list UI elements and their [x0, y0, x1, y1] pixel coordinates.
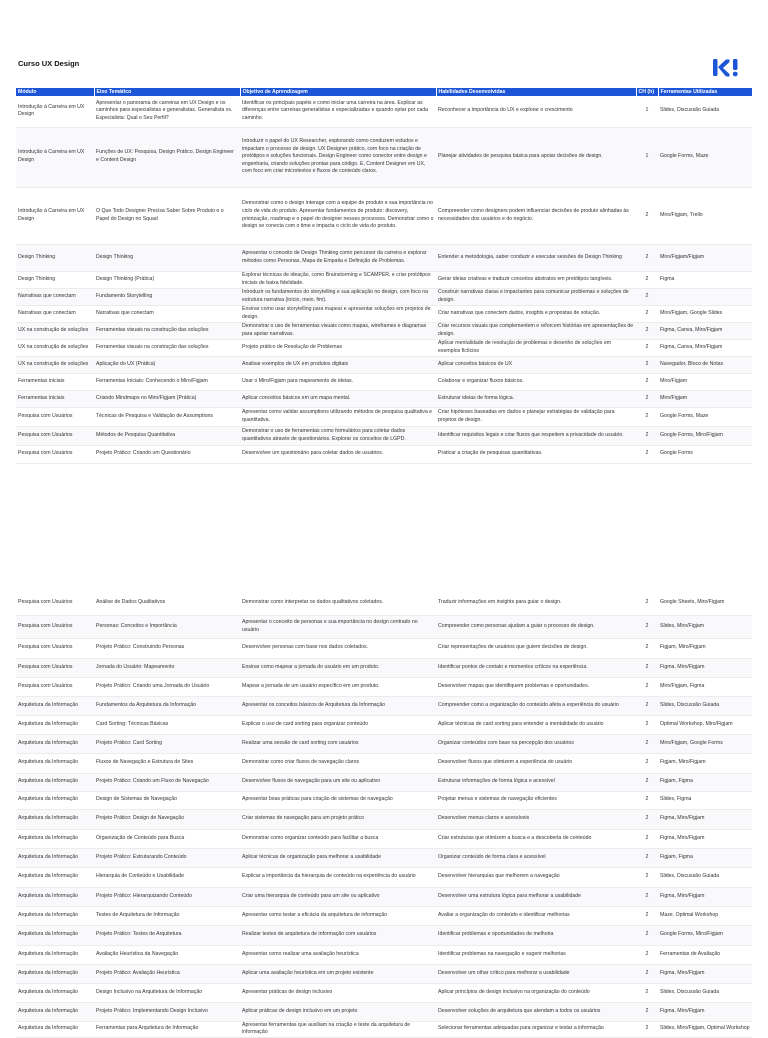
cell-ch: 2 — [636, 658, 658, 677]
cell-modulo: Arquitetura da Informação — [16, 964, 94, 983]
table-row — [16, 715, 752, 734]
cell-habilidades: Reconhecer a importância do UX e explorar o crescimento — [436, 96, 636, 127]
header-habilidades: Habilidades Desenvolvidas — [436, 88, 636, 96]
cell-eixo-tematico: Narrativas que conectam — [94, 305, 240, 322]
cell-modulo: UX na construção de soluções — [16, 356, 94, 373]
cell-modulo: Narrativas que conectam — [16, 305, 94, 322]
cell-habilidades: Identificar problemas e oportunidades de melhoria — [436, 925, 636, 945]
cell-ferramentas: Slides, Discussão Guiada — [658, 983, 752, 1002]
cell-ch: 2 — [636, 867, 658, 887]
cell-ferramentas: Maze, Optimal Workshop — [658, 906, 752, 925]
cell-modulo: Arquitetura da Informação — [16, 1021, 94, 1037]
cell-objetivo: Aplicar técnicas de organização para melhorar a usabilidade — [240, 848, 436, 867]
cell-ferramentas: Figma, Miro/Figjam — [658, 658, 752, 677]
cell-ch: 2 — [636, 983, 658, 1002]
cell-habilidades: Identificar problemas na navegação e sugerir melhorias — [436, 945, 636, 964]
cell-ferramentas: Figma, Miro/Figjam — [658, 829, 752, 848]
cell-ferramentas: Miro/Figjam — [658, 390, 752, 407]
cell-ferramentas: Google Forms, Miro/Figjam — [658, 426, 752, 445]
cell-eixo-tematico: Aplicação do UX (Prática) — [94, 356, 240, 373]
cell-objetivo: Explicar a importância da hierarquia de conteúdo na experiência do usuário — [240, 867, 436, 887]
cell-ferramentas: Google Forms, Maze — [658, 127, 752, 187]
cell-eixo-tematico: Projeto Prático: Criando uma Jornada do Usuário — [94, 677, 240, 696]
cell-eixo-tematico: Projeto Prático: Criando um Questionário — [94, 445, 240, 463]
table-row — [16, 1021, 752, 1037]
cell-eixo-tematico: Projeto Prático: Estruturando Conteúdo — [94, 848, 240, 867]
cell-eixo-tematico: Projeto Prático: Design de Navegação — [94, 809, 240, 829]
cell-eixo-tematico: Projeto Prático: Hierarquizando Conteúdo — [94, 887, 240, 906]
table-row — [16, 96, 752, 127]
cell-ch: 2 — [636, 753, 658, 773]
cell-ch: 2 — [636, 615, 658, 638]
cell-eixo-tematico: Projeto Prático: Implementando Design Inclusivo — [94, 1002, 240, 1021]
cell-ch: 2 — [636, 390, 658, 407]
cell-eixo-tematico: Criando Mindmaps no Miro/Figjam (Prática) — [94, 390, 240, 407]
cell-ch: 2 — [636, 809, 658, 829]
cell-habilidades: Planejar atividades de pesquisa básica para apoiar decisões de design. — [436, 127, 636, 187]
cell-modulo: Arquitetura da Informação — [16, 906, 94, 925]
cell-modulo: Arquitetura da Informação — [16, 983, 94, 1002]
curriculum-table-page-2 — [16, 592, 752, 1038]
table-row — [16, 271, 752, 288]
cell-objetivo: Explicar o uso de card sorting para organizar conteúdo — [240, 715, 436, 734]
cell-objetivo: Apresentar como realizar uma avaliação heurística — [240, 945, 436, 964]
cell-ch: 2 — [636, 945, 658, 964]
cell-ch: 1 — [636, 96, 658, 127]
cell-objetivo: Projeto prático de Resolução de Problemas — [240, 339, 436, 356]
cell-modulo: Pesquisa com Usuários — [16, 638, 94, 658]
cell-ch: 2 — [636, 373, 658, 390]
cell-objetivo: Apresentar ferramentas que auxiliam na criação e teste da arquitetura de informação — [240, 1021, 436, 1037]
cell-objetivo: Criar uma hierarquia de conteúdo para um site ou aplicativo — [240, 887, 436, 906]
cell-ferramentas: Optimal Workshop, Miro/Figjam — [658, 715, 752, 734]
table-row — [16, 791, 752, 809]
cell-ch: 2 — [636, 925, 658, 945]
cell-ferramentas: Miro/Figjam, Figma — [658, 677, 752, 696]
cell-modulo: Introdução à Carreira em UX Design — [16, 127, 94, 187]
cell-objetivo: Usar o Miro/Figjam para mapeamento de ideias. — [240, 373, 436, 390]
cell-ferramentas: Figma — [658, 271, 752, 288]
cell-modulo: Arquitetura da Informação — [16, 925, 94, 945]
cell-habilidades: Projetar menus e sistemas de navegação eficientes — [436, 791, 636, 809]
cell-modulo: Arquitetura da Informação — [16, 829, 94, 848]
header-eixo-tematico: Eixo Temático — [94, 88, 240, 96]
cell-ch: 2 — [636, 964, 658, 983]
table-row — [16, 187, 752, 244]
cell-habilidades: Aplicar princípios de design inclusivo na organização do conteúdo — [436, 983, 636, 1002]
table-row — [16, 887, 752, 906]
cell-modulo: Arquitetura da Informação — [16, 867, 94, 887]
cell-habilidades: Organizar conteúdo de forma clara e acessível — [436, 848, 636, 867]
cell-eixo-tematico: Jornada do Usuário: Mapeamento — [94, 658, 240, 677]
table-row — [16, 773, 752, 791]
cell-eixo-tematico: O Que Todo Designer Precisa Saber Sobre Produto e o Papel do Design no Squad — [94, 187, 240, 244]
cell-objetivo: Apresentar boas práticas para criação de sistemas de navegação — [240, 791, 436, 809]
cell-objetivo: Realizar uma sessão de card sorting com usuários — [240, 734, 436, 753]
table-header — [16, 88, 752, 96]
cell-ch: 2 — [636, 829, 658, 848]
cell-objetivo: Introduzir o papel do UX Researcher, explorando como conduzem estudos e impactam o processo de design. UX Designer prático, com foco na criação de protótipos e soluções funcionais. Design Engineer como conector entre design e engenharia, criando soluções prontas para código. E, Content Designer em UX, com foco em criar microtextos e fluxos de conteúdo claros. — [240, 127, 436, 187]
cell-eixo-tematico: Projeto Prático: Card Sorting — [94, 734, 240, 753]
cell-eixo-tematico: Ferramentas visuais na construção das soluções — [94, 322, 240, 339]
cell-habilidades: Criar hipóteses baseadas em dados e planejar estratégias de validação para projetos de design. — [436, 407, 636, 426]
cell-ferramentas: Miro/Figjam, Google Forms — [658, 734, 752, 753]
cell-ferramentas: Figjam, Miro/Figjam — [658, 638, 752, 658]
cell-eixo-tematico: Projeto Prático: Construindo Personas — [94, 638, 240, 658]
cell-modulo: Arquitetura da Informação — [16, 696, 94, 715]
cell-habilidades: Estruturar ideias de forma lógica. — [436, 390, 636, 407]
cell-modulo: Arquitetura da Informação — [16, 773, 94, 791]
cell-habilidades: Criar representações de usuários que guiem decisões de design. — [436, 638, 636, 658]
curriculum-table-page-1 — [16, 88, 753, 464]
cell-modulo: Arquitetura da Informação — [16, 1002, 94, 1021]
cell-objetivo: Aplicar práticas de design inclusivo em um projeto — [240, 1002, 436, 1021]
cell-objetivo: Desenvolver personas com base nos dados coletados. — [240, 638, 436, 658]
table-row — [16, 658, 752, 677]
cell-ch: 2 — [636, 445, 658, 463]
cell-eixo-tematico: Apresentar o panorama de carreiras em UX Design e os caminhos para especialistas e generalistas. Generalista vs. Especialista: Qual o Seu Perfil? — [94, 96, 240, 127]
cell-habilidades: Avaliar a organização do conteúdo e identificar melhorias — [436, 906, 636, 925]
cell-eixo-tematico: Técnicas de Pesquisa e Validação de Assumptions — [94, 407, 240, 426]
table-row — [16, 734, 752, 753]
cell-ch: 2 — [636, 791, 658, 809]
cell-eixo-tematico: Projeto Prático: Criando um Fluxo de Navegação — [94, 773, 240, 791]
cell-habilidades: Aplicar técnicas de card sorting para entender a mentalidade do usuário — [436, 715, 636, 734]
cell-ch: 2 — [636, 887, 658, 906]
cell-ferramentas: Slides, Miro/Figjam, Optimal Workshop — [658, 1021, 752, 1037]
cell-ferramentas: Figjam, Figma — [658, 848, 752, 867]
table-row — [16, 244, 752, 271]
cell-ch: 2 — [636, 696, 658, 715]
cell-modulo: Arquitetura da Informação — [16, 809, 94, 829]
cell-objetivo: Ensinar como mapear a jornada do usuário em um produto. — [240, 658, 436, 677]
cell-habilidades: Desenvolver soluções de arquitetura que atendam a todos os usuários — [436, 1002, 636, 1021]
cell-objetivo: Demonstrar como organizar conteúdo para facilitar a busca — [240, 829, 436, 848]
table-row — [16, 906, 752, 925]
header-objetivo: Objetivo de Aprendizagem — [240, 88, 436, 96]
cell-objetivo: Criar sistemas de navegação para um projeto prático — [240, 809, 436, 829]
cell-habilidades: Compreender como designers podem influenciar decisões de produto alinhadas às necessidades dos usuários e do negócio. — [436, 187, 636, 244]
cell-habilidades: Compreender como a organização do conteúdo afeta a experiência do usuário — [436, 696, 636, 715]
cell-ch: 2 — [636, 356, 658, 373]
cell-objetivo: Demonstrar como criar fluxos de navegação claros — [240, 753, 436, 773]
table-row — [16, 925, 752, 945]
cell-modulo: Ferramentas iniciais — [16, 373, 94, 390]
cell-ferramentas: Figma, Miro/Figjam — [658, 964, 752, 983]
cell-eixo-tematico: Avaliação Heurística da Navegação — [94, 945, 240, 964]
cell-habilidades: Criar recursos visuais que complementem e reforcem histórias em apresentações de design. — [436, 322, 636, 339]
cell-ferramentas: Google Forms, Maze — [658, 407, 752, 426]
cell-ch: 2 — [636, 288, 658, 305]
cell-ferramentas: Miro/Figjam — [658, 373, 752, 390]
cell-objetivo: Apresentar o conceito de Design Thinking como percursor da carreira e explorar métodos como Personas, Mapa de Empatia e Definição de Problemas. — [240, 244, 436, 271]
table-row — [16, 305, 752, 322]
cell-objetivo: Apresentar como testar a eficácia da arquitetura de informação — [240, 906, 436, 925]
cell-modulo: Pesquisa com Usuários — [16, 677, 94, 696]
cell-ch: 2 — [636, 677, 658, 696]
cell-ferramentas: Miro/Figjam, Google Slides — [658, 305, 752, 322]
cell-eixo-tematico: Fundamentos da Arquitetura da Informação — [94, 696, 240, 715]
cell-modulo: Arquitetura da Informação — [16, 887, 94, 906]
cell-modulo: UX na construção de soluções — [16, 339, 94, 356]
cell-habilidades: Desenvolver hierarquias que melhorem a navegação — [436, 867, 636, 887]
header-ferramentas: Ferramentas Utilizadas — [658, 88, 752, 96]
cell-habilidades: Organizar conteúdos com base na percepção dos usuários — [436, 734, 636, 753]
cell-modulo: Pesquisa com Usuários — [16, 407, 94, 426]
table-row — [16, 1002, 752, 1021]
cell-objetivo: Desenvolver fluxos de navegação para um site ou aplicativo — [240, 773, 436, 791]
page-title: Curso UX Design — [18, 59, 80, 68]
cell-eixo-tematico: Ferramentas Iniciais: Conhecendo o Miro/Figjam — [94, 373, 240, 390]
cell-habilidades: Compreender como personas ajudam a guiar o processo de design. — [436, 615, 636, 638]
cell-objetivo: Demonstrar como interpretar os dados qualitativos coletados. — [240, 592, 436, 615]
cell-eixo-tematico: Fundamento Storytelling — [94, 288, 240, 305]
cell-ferramentas: Figma, Canva, Miro/Figjam — [658, 339, 752, 356]
table-row — [16, 677, 752, 696]
cell-ferramentas: Slides, Figma — [658, 791, 752, 809]
cell-modulo: Pesquisa com Usuários — [16, 615, 94, 638]
cell-habilidades: Criar narrativas que conectem dados, insights e propostas de solução. — [436, 305, 636, 322]
table-row — [16, 426, 752, 445]
cell-ferramentas: Slides, Miro/Figjam — [658, 615, 752, 638]
cell-habilidades: Traduzir informações em insights para guiar o design. — [436, 592, 636, 615]
cell-modulo: Pesquisa com Usuários — [16, 658, 94, 677]
cell-objetivo: Ensinar como usar storytelling para mapear e apresentar soluções em projetos de design. — [240, 305, 436, 322]
cell-habilidades: Aplicar conceitos básicos de UX — [436, 356, 636, 373]
cell-modulo: Ferramentas iniciais — [16, 390, 94, 407]
table-row — [16, 983, 752, 1002]
cell-eixo-tematico: Hierarquia de Conteúdo e Usabilidade — [94, 867, 240, 887]
cell-ch: 2 — [636, 734, 658, 753]
cell-ferramentas: Google Forms, Miro/Figjam — [658, 925, 752, 945]
cell-objetivo: Introduzir os fundamentos do storytelling e sua aplicação no design, com foco na estrutura narrativa (início, meio, fim). — [240, 288, 436, 305]
table-row — [16, 288, 752, 305]
cell-ch: 2 — [636, 1002, 658, 1021]
cell-ferramentas: Slides, Discussão Guiada — [658, 696, 752, 715]
cell-habilidades: Estruturar informações de forma lógica e acessível — [436, 773, 636, 791]
table-row — [16, 390, 752, 407]
cell-eixo-tematico: Design Thinking (Prática) — [94, 271, 240, 288]
cell-ch: 2 — [636, 407, 658, 426]
brand-logo — [712, 57, 740, 79]
table-row — [16, 322, 752, 339]
cell-ferramentas: Figjam, Figma — [658, 773, 752, 791]
cell-ferramentas — [658, 288, 752, 305]
cell-objetivo: Explorar técnicas de ideação, como Brainstorming e SCAMPER, e criar protótipos iniciais de baixa fidelidade. — [240, 271, 436, 288]
cell-modulo: Pesquisa com Usuários — [16, 592, 94, 615]
cell-habilidades: Colaborar e organizar fluxos básicos. — [436, 373, 636, 390]
table-row — [16, 339, 752, 356]
cell-ch: 2 — [636, 305, 658, 322]
cell-eixo-tematico: Análise de Dados Qualitativos — [94, 592, 240, 615]
cell-habilidades: Gerar ideias criativas e traduzir conceitos abstratos em protótipos tangíveis. — [436, 271, 636, 288]
cell-habilidades: Criar estruturas que otimizem a busca e a descoberta de conteúdo — [436, 829, 636, 848]
cell-eixo-tematico: Ferramentas para Arquitetura de Informação — [94, 1021, 240, 1037]
cell-objetivo: Apresentar o conceito de personas e sua importância no design centrado no usuário — [240, 615, 436, 638]
cell-ch: 2 — [636, 426, 658, 445]
cell-ch: 2 — [636, 638, 658, 658]
table-row — [16, 638, 752, 658]
cell-eixo-tematico: Design Inclusivo na Arquitetura de Informação — [94, 983, 240, 1002]
cell-modulo: Arquitetura da Informação — [16, 945, 94, 964]
header-ch: CH (h) — [636, 88, 658, 96]
cell-objetivo: Demonstrar como o design interage com a equipe de produto e sua importância no ciclo de vida do produto. Apresentar fundamentos de produto: discovery, priorização, roadmap e o papel do designer nesses processos. Demonstrar como o design se conecta com o time e impacta o ciclo de vida do produto. — [240, 187, 436, 244]
cell-habilidades: Identificar pontos de contato e momentos críticos na experiência. — [436, 658, 636, 677]
cell-objetivo: Analisar exemplos de UX em produtos digitais — [240, 356, 436, 373]
cell-objetivo: Demonstrar o uso de ferramentas como formulários para coletar dados quantitativos através de questionários. Explorar os conceitos de LGPD. — [240, 426, 436, 445]
brand-logo-icon — [712, 57, 740, 79]
table-row — [16, 407, 752, 426]
cell-ferramentas: Slides, Discussão Guiada — [658, 867, 752, 887]
cell-ch: 2 — [636, 906, 658, 925]
cell-habilidades: Desenvolver uma estrutura lógica para melhorar a usabilidade — [436, 887, 636, 906]
cell-objetivo: Mapear a jornada de um usuário específico em um produto. — [240, 677, 436, 696]
cell-ch: 2 — [636, 1021, 658, 1037]
cell-objetivo: Apresentar como validar assumptions utilizando métodos de pesquisa qualitativa e quantitativa. — [240, 407, 436, 426]
cell-eixo-tematico: Organização de Conteúdo para Busca — [94, 829, 240, 848]
cell-objetivo: Realizar testes de arquitetura de informação com usuários — [240, 925, 436, 945]
cell-objetivo: Desenvolver um questionário para coletar dados de usuários. — [240, 445, 436, 463]
cell-ch: 2 — [636, 848, 658, 867]
cell-eixo-tematico: Design Thinking — [94, 244, 240, 271]
cell-ferramentas: Slides, Discussão Guiada — [658, 96, 752, 127]
table-row — [16, 373, 752, 390]
table-row — [16, 753, 752, 773]
cell-ch: 2 — [636, 271, 658, 288]
cell-eixo-tematico: Design de Sistemas de Navegação — [94, 791, 240, 809]
cell-objetivo: Apresentar os conceitos básicos de Arquitetura da Informação — [240, 696, 436, 715]
cell-modulo: Design Thinking — [16, 244, 94, 271]
cell-objetivo: Apresentar práticas de design inclusivo — [240, 983, 436, 1002]
cell-habilidades: Construir narrativas claras e impactantes para comunicar problemas e soluções de design. — [436, 288, 636, 305]
cell-modulo: Narrativas que conectam — [16, 288, 94, 305]
cell-ch: 1 — [636, 127, 658, 187]
table-row — [16, 964, 752, 983]
cell-modulo: Arquitetura da Informação — [16, 791, 94, 809]
cell-objetivo: Identificar os principais papéis e como iniciar uma carreira na área. Explicar as diferenças entre carreiras generalistas e especializadas e quando optar por cada caminho. — [240, 96, 436, 127]
cell-modulo: Arquitetura da Informação — [16, 848, 94, 867]
cell-eixo-tematico: Projeto Prático: Testes de Arquitetura — [94, 925, 240, 945]
table-row — [16, 867, 752, 887]
cell-habilidades: Aplicar mentalidade de resolução de problemas e desenho de soluções em exemplos fictícios — [436, 339, 636, 356]
cell-ch: 2 — [636, 773, 658, 791]
table-row — [16, 445, 752, 463]
table-row — [16, 127, 752, 187]
cell-ferramentas: Figma, Miro/Figjam — [658, 809, 752, 829]
cell-ferramentas: Figma, Canva, Miro/Figjam — [658, 322, 752, 339]
table-row — [16, 829, 752, 848]
cell-ferramentas: Figjam, Miro/Figjam — [658, 753, 752, 773]
cell-eixo-tematico: Card Sorting: Técnicas Básicas — [94, 715, 240, 734]
cell-habilidades: Desenvolver fluxos que otimizem a experiência do usuário — [436, 753, 636, 773]
table-row — [16, 848, 752, 867]
cell-objetivo: Aplicar uma avaliação heurística em um projeto existente — [240, 964, 436, 983]
cell-ferramentas: Google Sheets, Miro/Figjam — [658, 592, 752, 615]
cell-ch: 2 — [636, 339, 658, 356]
cell-ferramentas: Figma, Miro/Figjam — [658, 1002, 752, 1021]
cell-eixo-tematico: Ferramentas visuais na construção das soluções — [94, 339, 240, 356]
table-row — [16, 615, 752, 638]
cell-habilidades: Desenvolver mapas que identifiquem problemas e oportunidades. — [436, 677, 636, 696]
table-row — [16, 696, 752, 715]
cell-habilidades: Identificar requisitos legais e criar fluxos que respeitem a privacidade do usuário. — [436, 426, 636, 445]
cell-objetivo: Aplicar conceitos básicos em um mapa mental. — [240, 390, 436, 407]
cell-ch: 2 — [636, 322, 658, 339]
cell-eixo-tematico: Fluxos de Navegação e Estrutura de Sites — [94, 753, 240, 773]
cell-ch: 2 — [636, 244, 658, 271]
cell-modulo: Arquitetura da Informação — [16, 734, 94, 753]
cell-habilidades: Desenvolver menus claros e acessíveis — [436, 809, 636, 829]
cell-ch: 2 — [636, 592, 658, 615]
cell-objetivo: Demonstrar o uso de ferramentas visuais como mapas, wireframes e diagramas para apoiar narrativas. — [240, 322, 436, 339]
cell-modulo: Introdução à Carreira em UX Design — [16, 187, 94, 244]
cell-modulo: Arquitetura da Informação — [16, 753, 94, 773]
cell-modulo: Pesquisa com Usuários — [16, 426, 94, 445]
cell-modulo: UX na construção de soluções — [16, 322, 94, 339]
cell-ferramentas: Ferramentas de Avaliação — [658, 945, 752, 964]
cell-habilidades: Praticar a criação de pesquisas quantitativas. — [436, 445, 636, 463]
cell-ferramentas: Miro/Figjam/Figjam — [658, 244, 752, 271]
cell-modulo: Arquitetura da Informação — [16, 715, 94, 734]
cell-eixo-tematico: Funções de UX: Pesquisa, Design Prático, Design Engineer e Content Design — [94, 127, 240, 187]
cell-ferramentas: Miro/Figjam, Trello — [658, 187, 752, 244]
cell-ferramentas: Google Forms — [658, 445, 752, 463]
cell-eixo-tematico: Personas: Conceitos e Importância — [94, 615, 240, 638]
cell-ch: 2 — [636, 187, 658, 244]
cell-modulo: Pesquisa com Usuários — [16, 445, 94, 463]
cell-ferramentas: Figma, Miro/Figjam — [658, 887, 752, 906]
cell-habilidades: Entender a metodologia, saber conduzir e executar sessões de Design Thinking — [436, 244, 636, 271]
cell-ch: 2 — [636, 715, 658, 734]
table-row — [16, 945, 752, 964]
cell-habilidades: Selecionar ferramentas adequadas para organizar e testar a informação — [436, 1021, 636, 1037]
table-row — [16, 356, 752, 373]
cell-modulo: Design Thinking — [16, 271, 94, 288]
table-row — [16, 809, 752, 829]
cell-modulo: Introdução à Carreira em UX Design — [16, 96, 94, 127]
table-row — [16, 592, 752, 615]
cell-eixo-tematico: Métodos de Pesquisa Quantitativa — [94, 426, 240, 445]
cell-ferramentas: Navegador, Bloco de Notas — [658, 356, 752, 373]
header-modulo: Módulo — [16, 88, 94, 96]
cell-eixo-tematico: Testes de Arquitetura de Informação — [94, 906, 240, 925]
cell-habilidades: Desenvolver um olhar crítico para melhorar a usabilidade — [436, 964, 636, 983]
cell-eixo-tematico: Projeto Prático: Avaliação Heurística — [94, 964, 240, 983]
